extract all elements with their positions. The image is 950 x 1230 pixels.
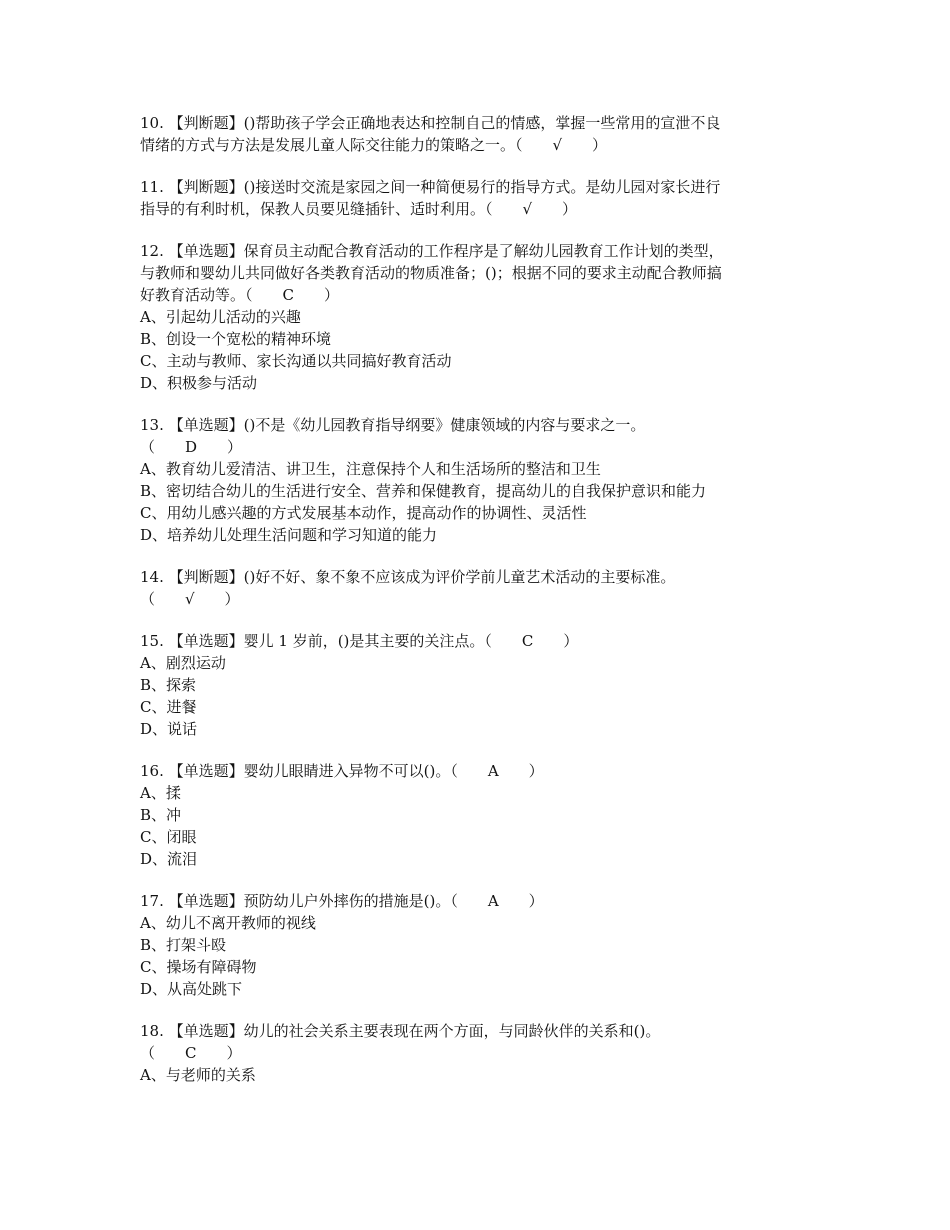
answer-option: C、闭眼 bbox=[140, 828, 197, 846]
question-text-line: （ D ） bbox=[140, 438, 243, 456]
question-15 bbox=[140, 630, 812, 740]
answer-option: B、探索 bbox=[140, 676, 197, 694]
question-10 bbox=[140, 112, 812, 156]
question-text-line: （ C ） bbox=[140, 1044, 242, 1062]
question-text-line: 18. 【单选题】幼儿的社会关系主要表现在两个方面，与同龄伙伴的关系和()。 bbox=[140, 1022, 661, 1040]
answer-option: D、流泪 bbox=[140, 850, 198, 868]
question-text-line: 12. 【单选题】保育员主动配合教育活动的工作程序是了解幼儿园教育工作计划的类型， bbox=[140, 242, 724, 260]
answer-option: B、密切结合幼儿的生活进行安全、营养和保健教育，提高幼儿的自我保护意识和能力 bbox=[140, 482, 707, 500]
answer-option: D、积极参与活动 bbox=[140, 374, 258, 392]
answer-option: A、剧烈运动 bbox=[140, 654, 226, 672]
document-page bbox=[140, 112, 812, 1106]
answer-option: D、说话 bbox=[140, 720, 198, 738]
question-text-line: 情绪的方式与方法是发展儿童人际交往能力的策略之一。（ √ ） bbox=[140, 136, 608, 154]
answer-option: C、进餐 bbox=[140, 698, 197, 716]
question-text-line: 15. 【单选题】婴儿 1 岁前，()是其主要的关注点。（ C ） bbox=[140, 632, 579, 650]
question-text-line: 好教育活动等。（ C ） bbox=[140, 286, 339, 304]
question-12 bbox=[140, 240, 812, 394]
answer-option: B、创设一个宽松的精神环境 bbox=[140, 330, 332, 348]
question-text-line: 14. 【判断题】()好不好、象不象不应该成为评价学前儿童艺术活动的主要标准。 bbox=[140, 568, 676, 586]
answer-option: A、教育幼儿爱清洁、讲卫生，注意保持个人和生活场所的整洁和卫生 bbox=[140, 460, 601, 478]
question-text-line: 11. 【判断题】()接送时交流是家园之间一种简便易行的指导方式。是幼儿园对家长进行 bbox=[140, 178, 721, 196]
answer-option: A、幼儿不离开教师的视线 bbox=[140, 914, 316, 932]
answer-option: B、打架斗殴 bbox=[140, 936, 227, 954]
answer-option: C、用幼儿感兴趣的方式发展基本动作，提高动作的协调性、灵活性 bbox=[140, 504, 587, 522]
question-11 bbox=[140, 176, 812, 220]
question-text-line: 16. 【单选题】婴幼儿眼睛进入异物不可以()。（ A ） bbox=[140, 762, 544, 780]
question-text-line: 与教师和婴幼儿共同做好各类教育活动的物质准备；()；根据不同的要求主动配合教师搞 bbox=[140, 264, 722, 282]
answer-option: C、操场有障碍物 bbox=[140, 958, 257, 976]
answer-option: D、培养幼儿处理生活问题和学习知道的能力 bbox=[140, 526, 438, 544]
question-18 bbox=[140, 1020, 812, 1086]
answer-option: C、主动与教师、家长沟通以共同搞好教育活动 bbox=[140, 352, 452, 370]
answer-option: D、从高处跳下 bbox=[140, 980, 243, 998]
answer-option: A、揉 bbox=[140, 784, 181, 802]
answer-option: A、引起幼儿活动的兴趣 bbox=[140, 308, 301, 326]
answer-option: B、冲 bbox=[140, 806, 182, 824]
answer-option: A、与老师的关系 bbox=[140, 1066, 256, 1084]
question-text-line: 指导的有利时机，保教人员要见缝插针、适时利用。（ √ ） bbox=[140, 200, 578, 218]
question-16 bbox=[140, 760, 812, 870]
question-text-line: （ √ ） bbox=[140, 590, 240, 608]
question-17 bbox=[140, 890, 812, 1000]
question-14 bbox=[140, 566, 812, 610]
question-text-line: 13. 【单选题】()不是《幼儿园教育指导纲要》健康领域的内容与要求之一。 bbox=[140, 416, 646, 434]
question-text-line: 10. 【判断题】()帮助孩子学会正确地表达和控制自己的情感，掌握一些常用的宣泄不良 bbox=[140, 114, 721, 132]
question-13 bbox=[140, 414, 812, 546]
question-text-line: 17. 【单选题】预防幼儿户外摔伤的措施是()。（ A ） bbox=[140, 892, 544, 910]
